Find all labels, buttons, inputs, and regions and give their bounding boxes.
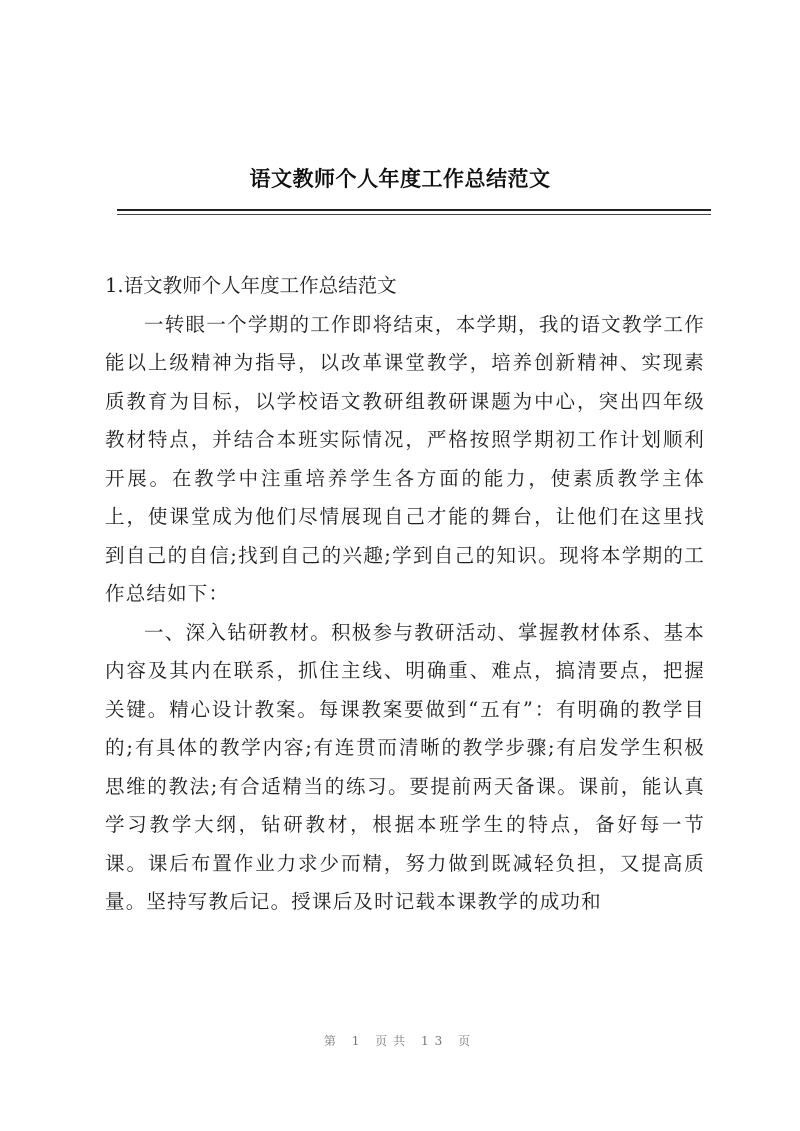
body-paragraph-intro: 一转眼一个学期的工作即将结束，本学期，我的语文教学工作能以上级精神为指导，以改革课堂教学，培养创新精神、实现素质教育为目标，以学校语文教研组教研课题为中心，突出四年级教材特点，并结合本班实际情况，严格按照学期初工作计划顺利开展。在教学中注重培养学生各方面的能力，使素质教学主体上，使课堂成为他们尽情展现自己才能的舞台，让他们在这里找到自己的自信;找到自己的兴趣;学到自己的知识。现将本学期的工作总结如下： [105, 312, 705, 605]
section-heading: 1.语文教师个人年度工作总结范文 [105, 274, 397, 297]
body-paragraph-study-materials: 一、深入钻研教材。积极参与教研活动、掌握教材体系、基本内容及其内在联系，抓住主线、明确重、难点，搞清要点，把握关键。精心设计教案。每课教案要做到“五有”：有明确的教学目的;有具体的教学内容;有连贯而清晰的教学步骤;有启发学生积极思维的教法;有合适精当的练习。要提前两天备课。课前，能认真学习教学大纲，钻研教材，根据本班学生的特点，备好每一节课。课后布置作业力求少而精，努力做到既减轻负担，又提高质量。坚持写教后记。授课后及时记载本课教学的成功和 [105, 620, 705, 913]
page-title: 语文教师个人年度工作总结范文 [249, 166, 551, 191]
page-footer: 第 1 页共 13 页 [323, 1034, 477, 1048]
title-divider-thick [117, 209, 711, 211]
document-body [105, 267, 705, 922]
title-divider-thin [117, 214, 711, 215]
